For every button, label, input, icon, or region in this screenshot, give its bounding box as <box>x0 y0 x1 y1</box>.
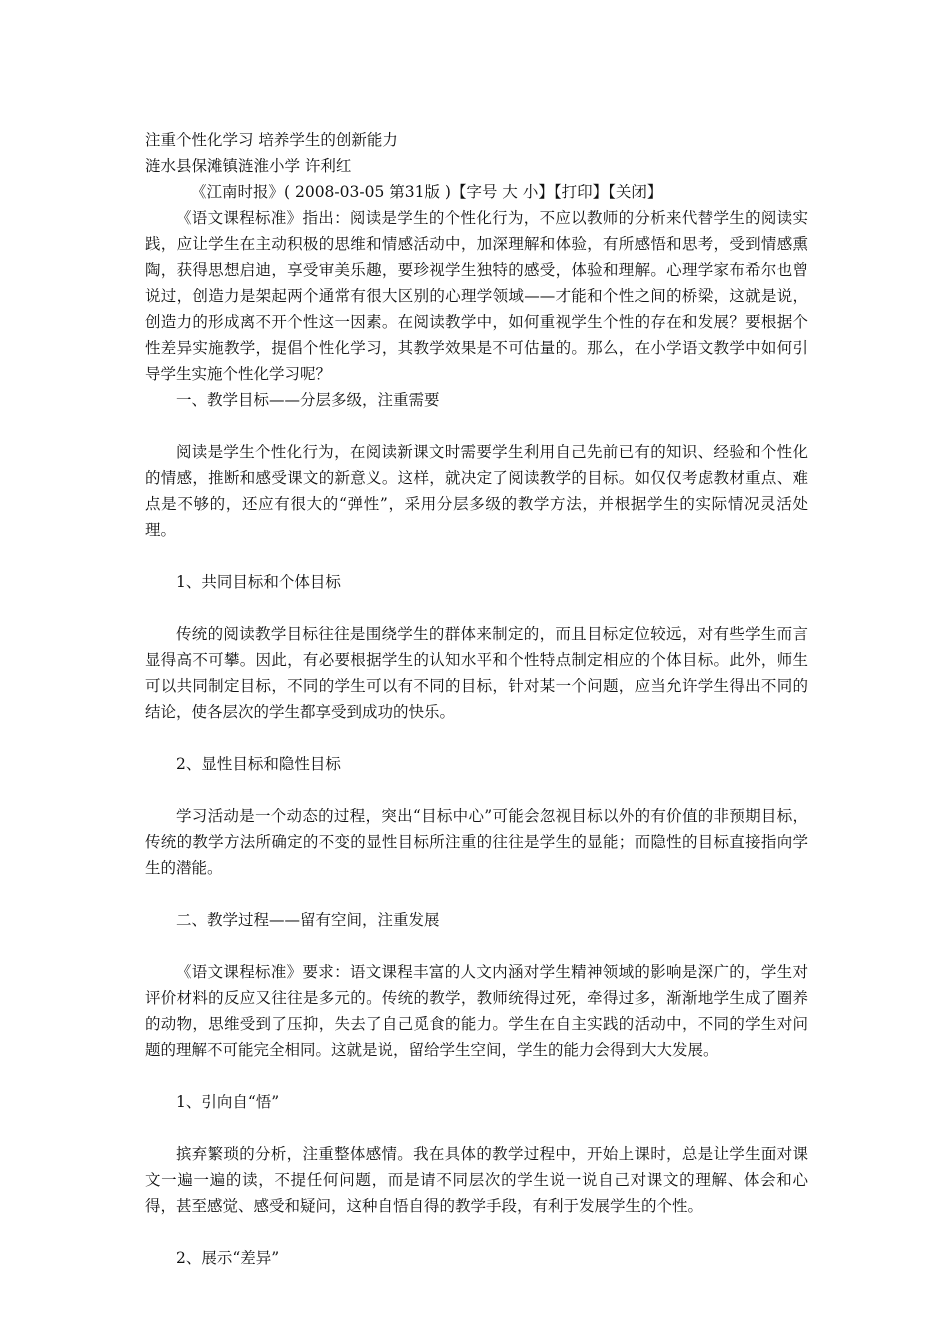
article-source: 《江南时报》( 2008-03-05 第31版 ) <box>191 183 451 201</box>
subheading-2-2: 2、展示“差异” <box>176 1249 280 1267</box>
paragraph-2-1: 摈弃繁琐的分析，注重整体感情。我在具体的教学过程中，开始上课时，总是让学生面对课文一遍一遍的读，不提任何问题，而是请不同层次的学生说一说自己对课文的理解、体会和心得，甚至感觉、感受和疑问，这种自悟自得的教学手段，有利于发展学生的个性。 <box>145 1145 808 1215</box>
subheading-1-1: 1、共同目标和个体目标 <box>176 573 341 591</box>
print-link[interactable]: 【打印】 <box>553 183 609 201</box>
paragraph-1-1: 传统的阅读教学目标往往是围绕学生的群体来制定的，而且目标定位较远，对有些学生而言显得高不可攀。因此，有必要根据学生的认知水平和个性特点制定相应的个体目标。此外，师生可以共同制定目标，不同的学生可以有不同的目标，针对某一个问题，应当允许学生得出不同的结论，使各层次的学生都享受到成功的快乐。 <box>145 625 808 721</box>
paragraph-intro: 《语文课程标准》指出：阅读是学生的个性化行为，不应以教师的分析来代替学生的阅读实践，应让学生在主动积极的思维和情感活动中，加深理解和体验，有所感悟和思考，受到情感熏陶，获得思想启迪，享受审美乐趣，要珍视学生独特的感受，体验和理解。心理学家布希尔也曾说过，创造力是架起两个通常有很大区别的心理学领域——才能和个性之间的桥梁，这就是说，创造力的形成离不开个性这一因素。在阅读教学中，如何重视学生个性的存在和发展？要根据个性差异实施教学，提倡个性化学习，其教学效果是不可估量的。那么，在小学语文教学中如何引导学生实施个性化学习呢？ <box>145 209 808 383</box>
subheading-1-2: 2、显性目标和隐性目标 <box>176 755 341 773</box>
paragraph-section-2: 《语文课程标准》要求：语文课程丰富的人文内涵对学生精神领域的影响是深广的，学生对评价材料的反应又往往是多元的。传统的教学，教师统得过死，牵得过多，渐渐地学生成了圈养的动物，思维受到了压抑，失去了自己觅食的能力。学生在自主实践的活动中，不同的学生对问题的理解不可能完全相同。这就是说，留给学生空间，学生的能力会得到大大发展。 <box>145 963 808 1059</box>
article-body <box>145 127 808 1271</box>
section-heading-2: 二、教学过程——留有空间，注重发展 <box>176 911 440 929</box>
paragraph-section-1: 阅读是学生个性化行为，在阅读新课文时需要学生利用自己先前已有的知识、经验和个性化的情感，推断和感受课文的新意义。这样，就决定了阅读教学的目标。如仅仅考虑教材重点、难点是不够的，还应有很大的“弹性”，采用分层多级的教学方法，并根据学生的实际情况灵活处理。 <box>145 443 808 539</box>
close-link[interactable]: 【关闭】 <box>608 183 663 201</box>
font-size-link[interactable]: 【字号 大 小】 <box>450 183 554 201</box>
subheading-2-1: 1、引向自“悟” <box>176 1093 280 1111</box>
article-author: 涟水县保滩镇涟淮小学 许利红 <box>145 157 352 175</box>
paragraph-1-2: 学习活动是一个动态的过程，突出“目标中心”可能会忽视目标以外的有价值的非预期目标，传统的教学方法所确定的不变的显性目标所注重的往往是学生的显能；而隐性的目标直接指向学生的潜能。 <box>145 807 808 877</box>
section-heading-1: 一、教学目标——分层多级，注重需要 <box>176 391 440 409</box>
article-title: 注重个性化学习 培养学生的创新能力 <box>145 131 398 149</box>
article-meta <box>145 179 808 205</box>
